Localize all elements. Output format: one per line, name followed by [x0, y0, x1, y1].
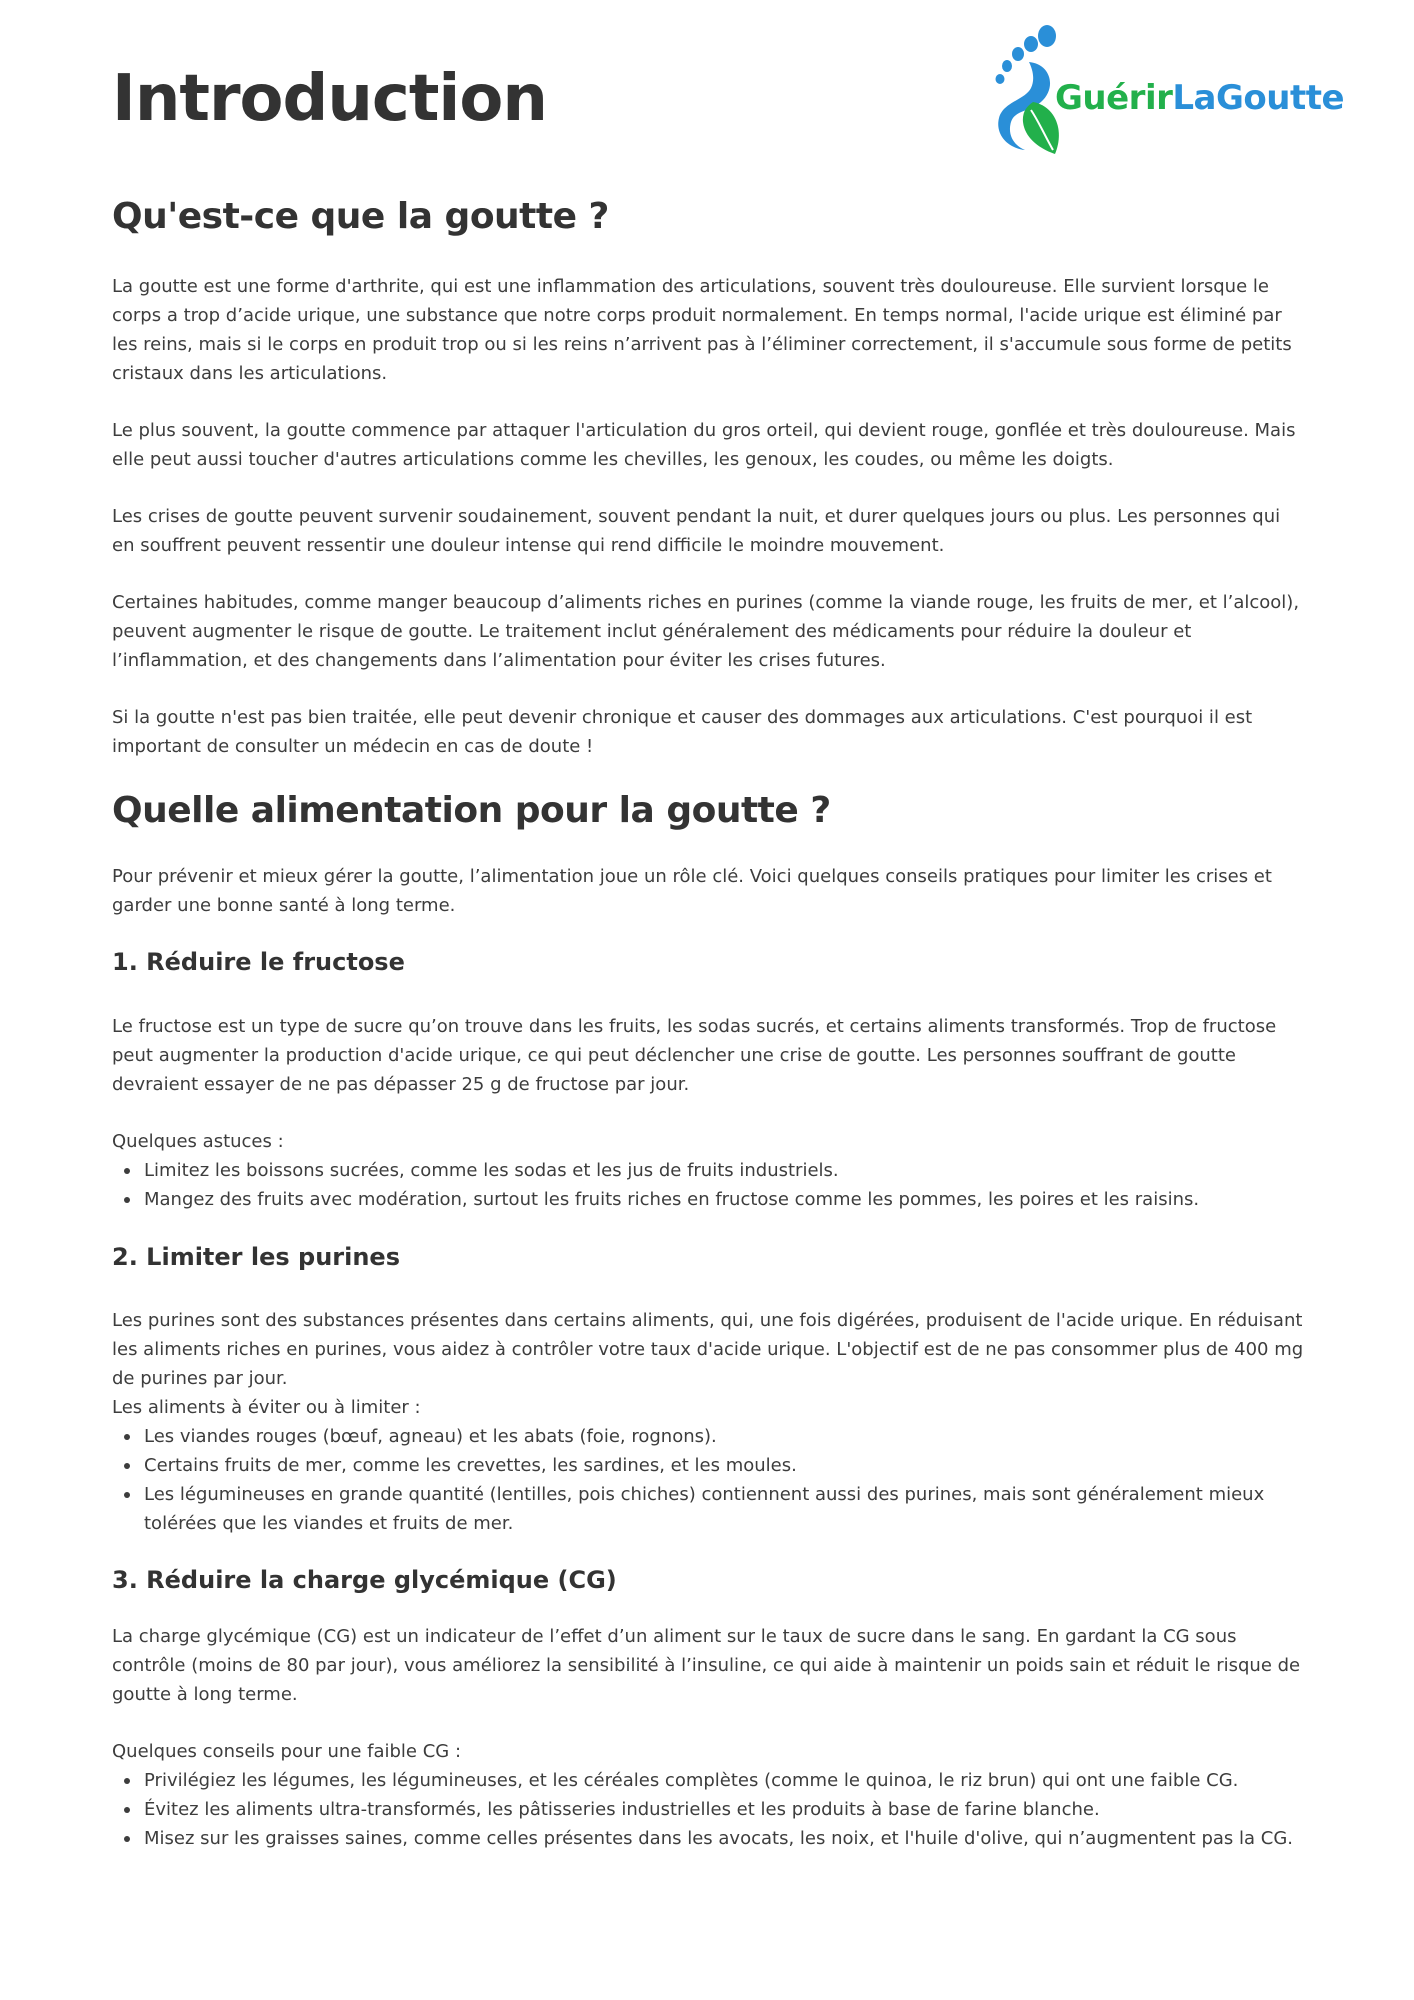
paragraph: Le fructose est un type de sucre qu’on trouve dans les fruits, les sodas sucrés, et certains aliments transformés. Trop de fructose peut augmenter la production d'acide urique, ce qui peut déclencher une crise de goutte. Les personnes souffrant de goutte devraient essayer de ne pas dépasser 25 g de fructose par jour. [112, 1016, 1277, 1095]
section-heading-goutte: Qu'est-ce que la goutte ? [112, 196, 609, 237]
subsection-heading-fructose: 1. Réduire le fructose [112, 948, 405, 976]
section-heading-alimentation: Quelle alimentation pour la goutte ? [112, 790, 831, 831]
list-item: Certains fruits de mer, comme les crevettes, les sardines, et les moules. [144, 1451, 1307, 1480]
cg-tips-list [112, 1766, 1307, 1853]
list-item: Évitez les aliments ultra-transformés, les pâtisseries industrielles et les produits à base de farine blanche. [144, 1795, 1307, 1824]
list-intro: Quelques astuces : [112, 1131, 284, 1152]
paragraph: Le plus souvent, la goutte commence par attaquer l'articulation du gros orteil, qui devient rouge, gonflée et très douloureuse. Mais elle peut aussi toucher d'autres articulations comme les chevilles, les genoux, les coudes, ou même les doigts. [112, 420, 1296, 470]
paragraph: Certaines habitudes, comme manger beaucoup d’aliments riches en purines (comme la viande rouge, les fruits de mer, et l’alcool), peuvent augmenter le risque de goutte. Le traitement inclut généralement des médicaments pour réduire la douleur et l’inflammation, et des changements dans l’alimentation pour éviter les crises futures. [112, 592, 1300, 671]
subsection-heading-purines: 2. Limiter les purines [112, 1243, 400, 1271]
list-item: Mangez des fruits avec modération, surtout les fruits riches en fructose comme les pommes, les poires et les raisins. [144, 1185, 1307, 1214]
list-item: Misez sur les graisses saines, comme celles présentes dans les avocats, les noix, et l'huile d'olive, qui n’augmentent pas la CG. [144, 1824, 1307, 1853]
page-title: Introduction [112, 62, 547, 136]
list-item: Limitez les boissons sucrées, comme les sodas et les jus de fruits industriels. [144, 1156, 1307, 1185]
list-intro: Quelques conseils pour une faible CG : [112, 1741, 462, 1762]
paragraph: Si la goutte n'est pas bien traitée, elle peut devenir chronique et causer des dommages aux articulations. C'est pourquoi il est important de consulter un médecin en cas de doute ! [112, 707, 1253, 757]
paragraph: La charge glycémique (CG) est un indicateur de l’effet d’un aliment sur le taux de sucre dans le sang. En gardant la CG sous contrôle (moins de 80 par jour), vous améliorez la sensibilité à l’insuline, ce qui aide à maintenir un poids sain et réduit le risque de goutte à long terme. [112, 1626, 1301, 1705]
subsection-heading-charge-glycemique: 3. Réduire la charge glycémique (CG) [112, 1566, 617, 1594]
brand-logo [985, 22, 1375, 162]
brand-name [1055, 78, 1344, 118]
fructose-tips-list [112, 1156, 1307, 1214]
section-intro: Pour prévenir et mieux gérer la goutte, l’alimentation joue un rôle clé. Voici quelques conseils pratiques pour limiter les crises et garder une bonne santé à long terme. [112, 866, 1272, 916]
brand-name-part1: Guérir [1055, 78, 1173, 118]
paragraph: Les crises de goutte peuvent survenir soudainement, souvent pendant la nuit, et durer quelques jours ou plus. Les personnes qui en souffrent peuvent ressentir une douleur intense qui rend difficile le moindre mouvement. [112, 506, 1281, 556]
footprint-leaf-icon [985, 22, 1065, 162]
list-intro: Les aliments à éviter ou à limiter : [112, 1397, 421, 1418]
paragraph: La goutte est une forme d'arthrite, qui est une inflammation des articulations, souvent très douloureuse. Elle survient lorsque le corps a trop d’acide urique, une substance que notre corps produit normalement. En temps normal, l'acide urique est éliminé par les reins, mais si le corps en produit trop ou si les reins n’arrivent pas à l’éliminer correctement, il s'accumule sous forme de petits cristaux dans les articulations. [112, 276, 1292, 384]
list-item: Les légumineuses en grande quantité (lentilles, pois chiches) contiennent aussi des purines, mais sont généralement mieux tolérées que les viandes et fruits de mer. [144, 1480, 1307, 1538]
brand-name-part2: LaGoutte [1172, 78, 1345, 118]
purines-avoid-list [112, 1422, 1307, 1538]
paragraph: Les purines sont des substances présentes dans certains aliments, qui, une fois digérées, produisent de l'acide urique. En réduisant les aliments riches en purines, vous aidez à contrôler votre taux d'acide urique. L'objectif est de ne pas consommer plus de 400 mg de purines par jour. [112, 1310, 1304, 1389]
list-item: Les viandes rouges (bœuf, agneau) et les abats (foie, rognons). [144, 1422, 1307, 1451]
list-item: Privilégiez les légumes, les légumineuses, et les céréales complètes (comme le quinoa, le riz brun) qui ont une faible CG. [144, 1766, 1307, 1795]
